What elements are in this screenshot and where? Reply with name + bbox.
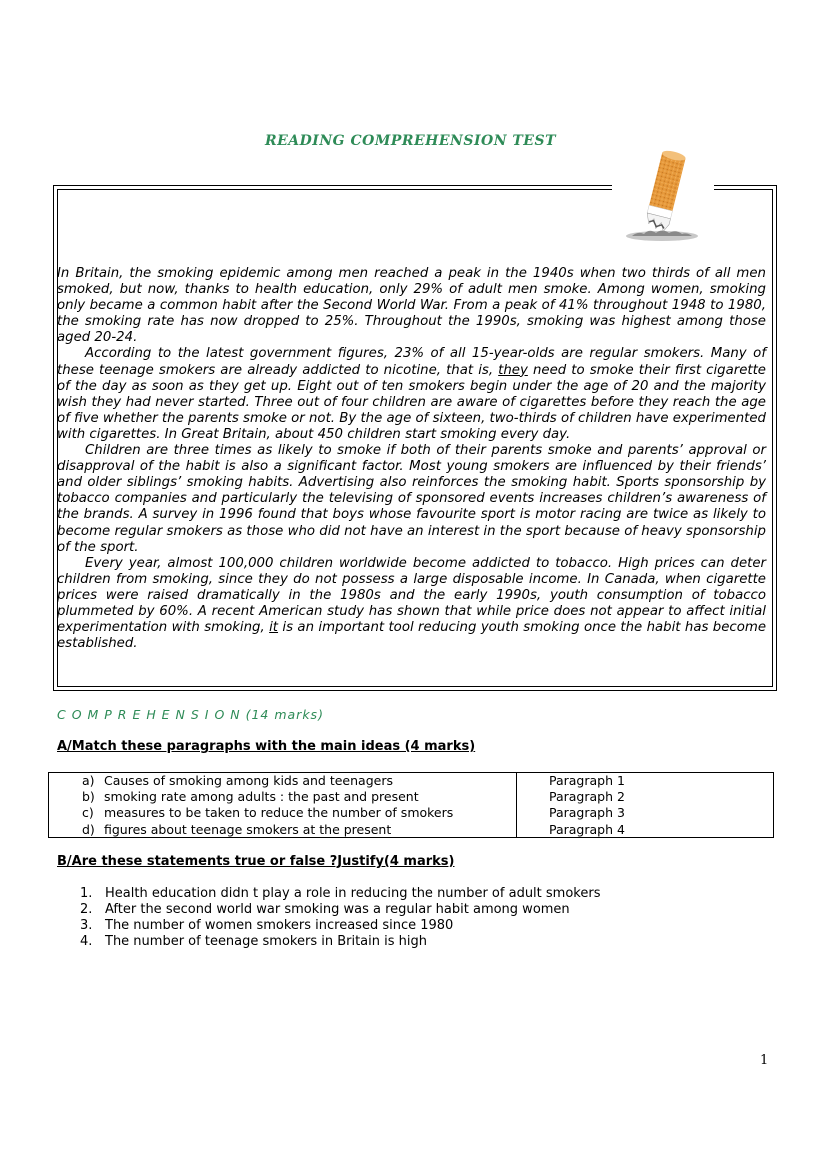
true-false-list — [80, 886, 600, 950]
match-table — [48, 772, 774, 838]
test-title: READING COMPREHENSION TEST — [265, 133, 556, 149]
paragraph-label: Paragraph 4 — [549, 821, 625, 837]
match-row — [48, 772, 774, 789]
statement: After the second world war smoking was a regular habit among women — [105, 902, 570, 917]
paragraph-label: Paragraph 1 — [549, 773, 625, 788]
reading-passage-box — [53, 185, 777, 691]
statement: Health education didn t play a role in reducing the number of adult smokers — [105, 886, 601, 901]
match-row — [48, 822, 774, 838]
item-number: 1. — [80, 886, 93, 901]
cigarette-butt-icon — [612, 140, 714, 250]
list-item — [80, 886, 600, 902]
item-number: 3. — [80, 918, 93, 933]
paragraph-label: Paragraph 2 — [549, 789, 625, 805]
list-item — [80, 934, 600, 950]
page-number: 1 — [760, 1053, 769, 1068]
underlined-word-it: it — [269, 620, 279, 636]
item-number: 4. — [80, 934, 93, 949]
reading-passage — [57, 266, 766, 652]
statement: The number of teenage smokers in Britain is high — [105, 934, 427, 949]
list-item — [80, 902, 600, 918]
row-letter: a) — [82, 773, 95, 788]
paragraph-4: Every year, almost 100,000 children worldwide become addicted to tobacco. High prices can deter children from smoking, since they do not possess a large disposable income. In Canada, when cigarette prices were raised dramatically in the 1980s and the early 1990s, youth consumption of tobacco plummeted by 60%. A recent American study has shown that while price does not appear to affect initial experimentation with smoking, it is an important tool reducing youth smoking once the habit has become established. — [57, 555, 766, 652]
row-letter: b) — [82, 789, 95, 805]
main-idea: smoking rate among adults : the past and present — [104, 789, 419, 805]
underlined-word-they: they — [498, 362, 528, 378]
main-idea: measures to be taken to reduce the number of smokers — [104, 805, 454, 821]
section-b-heading: B/Are these statements true or false ?Justify(4 marks) — [57, 854, 455, 869]
match-row — [48, 789, 774, 805]
comprehension-heading: C O M P R E H E N S I O N (14 marks) — [57, 707, 324, 722]
main-idea: Causes of smoking among kids and teenagers — [104, 773, 393, 788]
row-letter: d) — [82, 821, 95, 837]
paragraph-label: Paragraph 3 — [549, 805, 625, 821]
main-idea: figures about teenage smokers at the present — [104, 821, 392, 837]
list-item — [80, 918, 600, 934]
row-letter: c) — [82, 805, 94, 821]
section-a-heading: A/Match these paragraphs with the main ideas (4 marks) — [57, 739, 476, 754]
item-number: 2. — [80, 902, 93, 917]
paragraph-3: Children are three times as likely to smoke if both of their parents smoke and parents’ approval or disapproval of the habit is also a significant factor. Most young smokers are influenced by their friends’ and older siblings’ smoking habits. Advertising also reinforces the smoking habit. Sports sponsorship by tobacco companies and particularly the televising of sponsored events increases children’s awareness of the brands. A survey in 1996 found that boys whose favourite sport is motor racing are twice as likely to become regular smokers as those who did not have an interest in the sport because of heavy sponsorship of the sport. — [57, 443, 766, 555]
statement: The number of women smokers increased since 1980 — [105, 918, 454, 933]
paragraph-1: In Britain, the smoking epidemic among men reached a peak in the 1940s when two thirds of all men smoked, but now, thanks to health education, only 29% of adult men smoke. Among women, smoking only became a common habit after the Second World War. From a peak of 41% throughout 1948 to 1980, the smoking rate has now dropped to 25%. Throughout the 1990s, smoking was highest among those aged 20-24. — [57, 266, 766, 346]
paragraph-2: According to the latest government figures, 23% of all 15-year-olds are regular smokers. Many of these teenage smokers are already addicted to nicotine, that is, they need to smoke their first cigarette of the day as soon as they get up. Eight out of ten smokers begin under the age of 20 and the majority wish they had never started. Three out of four children are aware of cigarettes before they reach the age of five whether the parents smoke or not. By the age of sixteen, two-thirds of children have experimented with cigarettes. In Great Britain, about 450 children start smoking every day. — [57, 346, 766, 442]
match-row — [48, 805, 774, 821]
